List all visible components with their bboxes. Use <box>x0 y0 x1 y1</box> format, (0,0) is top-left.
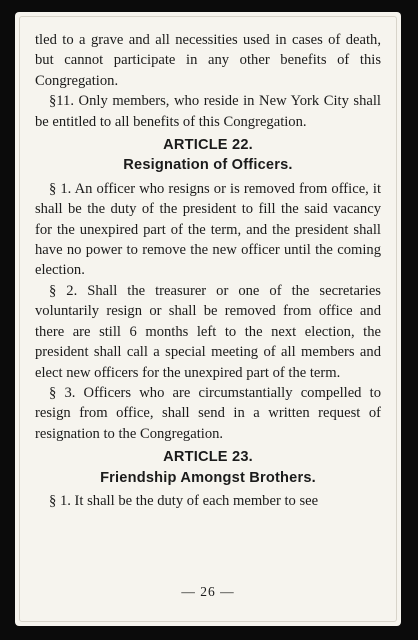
article-22-title: ARTICLE 22. <box>163 137 253 154</box>
page-number: — 26 — <box>181 584 235 599</box>
article-23-section-1: § 1. It shall be the duty of each member to see <box>49 492 319 509</box>
article-22-subtitle: Resignation of Officers. <box>123 157 293 174</box>
paragraph-section-11: §11. Only members, who reside in New York City shall be entitled to all benefits of this Congregation. <box>35 93 381 130</box>
article-22-section-2: § 2. Shall the treasurer or one of the secretaries voluntarily resign or shall be removed from office and there are still 6 months left to the next election, the president shall call a special meeting of all members and elect new officers for the unexpired part of the term. <box>35 282 381 381</box>
article-23-title: ARTICLE 23. <box>163 449 253 466</box>
article-22-section-3: § 3. Officers who are circumstantially compelled to resign from office, shall send in a written request of resignation to the Congregation. <box>35 384 381 442</box>
paragraph-continued: tled to a grave and all necessities used in cases of death, but cannot participate in any other benefits of this Congregation. <box>35 32 381 89</box>
article-23-subtitle: Friendship Amongst Brothers. <box>100 469 316 486</box>
article-22-section-1: § 1. An officer who resigns or is removed from office, it shall be the duty of the president to fill the said vacancy for the unexpired part of the term, and the president shall have no power to remove the new officer until the coming election. <box>35 180 381 279</box>
document-page <box>15 12 401 626</box>
